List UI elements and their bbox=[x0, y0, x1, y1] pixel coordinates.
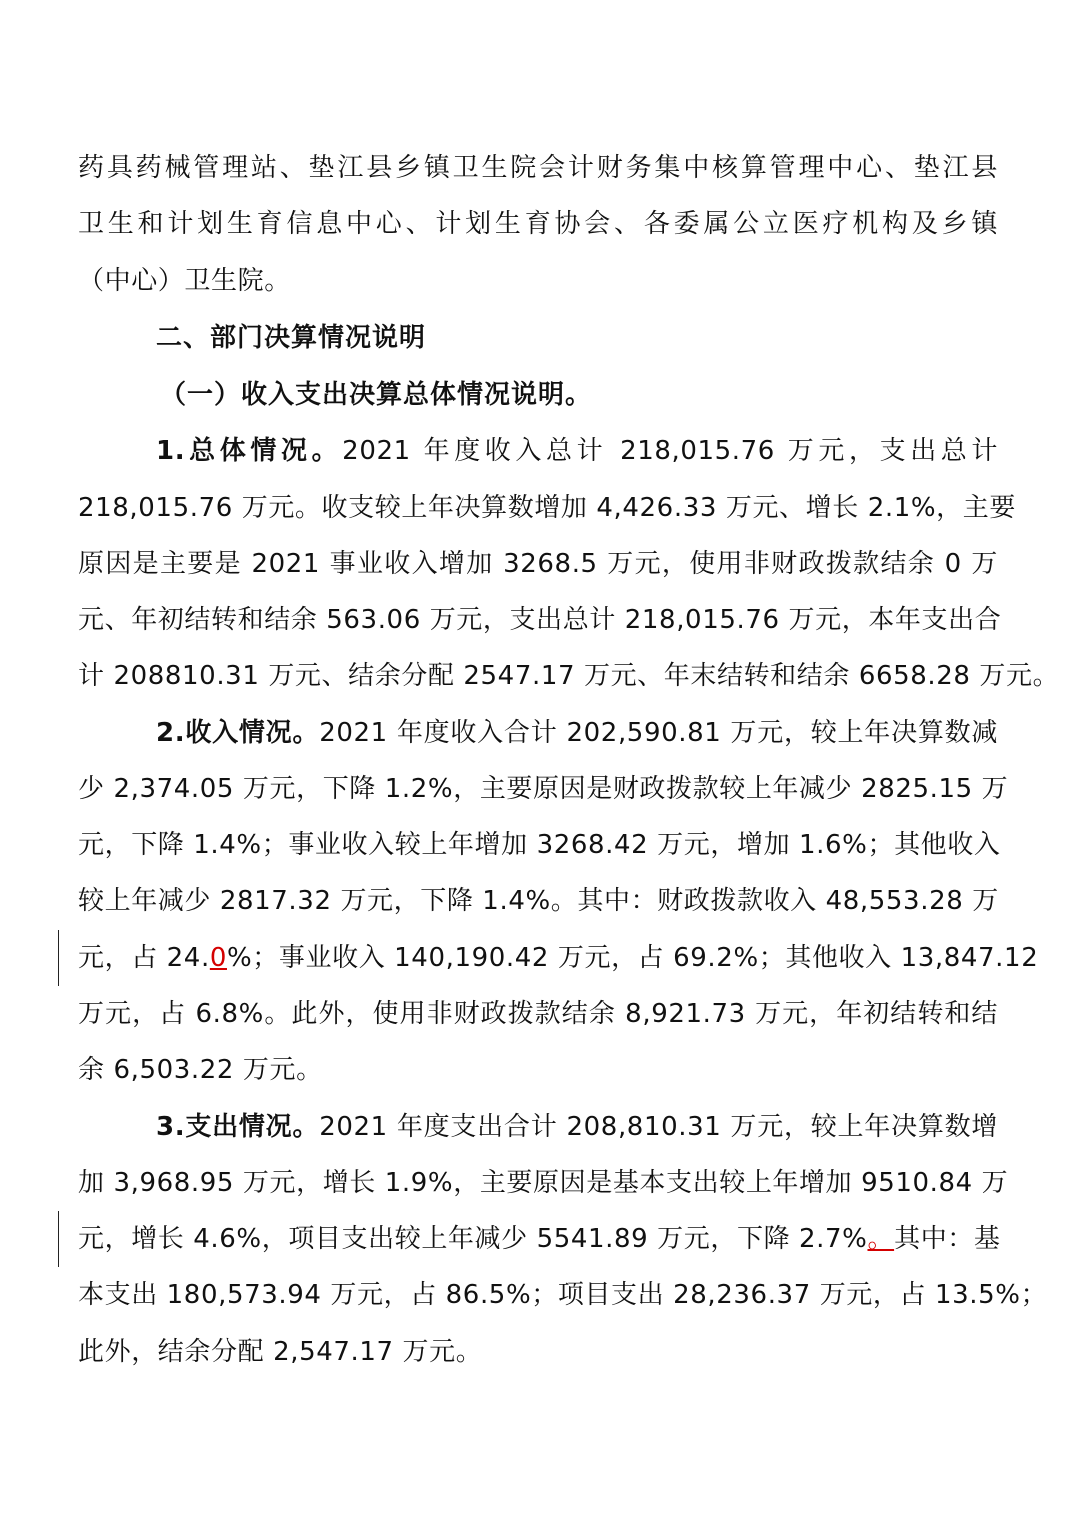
section-heading: 二、部门决算情况说明 bbox=[156, 323, 427, 353]
paragraph-3-lead: 3.支出情况。 bbox=[156, 1112, 320, 1142]
paragraph-2-line-3: 元，下降 1.4%；事业收入较上年增加 3268.42 万元，增加 1.6%；其他收入 bbox=[78, 830, 1001, 860]
paragraph-2-line-1 bbox=[156, 713, 998, 753]
paragraph-2-lead: 2.收入情况。 bbox=[156, 718, 320, 748]
intro-line-3: （中心）卫生院。 bbox=[78, 266, 291, 296]
paragraph-2-line-2: 少 2,374.05 万元，下降 1.2%，主要原因是财政拨款较上年减少 2825.15 万 bbox=[78, 774, 1009, 804]
revision-bar bbox=[58, 930, 59, 986]
paragraph-3-line-3 bbox=[78, 1219, 1001, 1259]
paragraph-3-line-3-part-b: 其中：基 bbox=[894, 1224, 1001, 1254]
paragraph-2-line-7: 余 6,503.22 万元。 bbox=[78, 1055, 323, 1085]
paragraph-3-line-4: 本支出 180,573.94 万元，占 86.5%；项目支出 28,236.37 万元，占 13.5%； bbox=[78, 1280, 1048, 1310]
paragraph-2-line-1-text: 2021 年度收入合计 202,590.81 万元，较上年决算数减 bbox=[319, 718, 998, 748]
paragraph-1-line-1-text: 2021 年度收入总计 218,015.76 万元，支出总计 bbox=[342, 436, 998, 466]
paragraph-1-lead: 1.总体情况。 bbox=[156, 436, 343, 466]
intro-line-1: 药具药械管理站、垫江县乡镇卫生院会计财务集中核算管理中心、垫江县 bbox=[78, 153, 998, 183]
paragraph-2-line-5-part-b: %；事业收入 140,190.42 万元，占 69.2%；其他收入 13,847.12 bbox=[226, 943, 1039, 973]
revision-mark: 0 bbox=[209, 943, 227, 973]
paragraph-1-line-5: 计 208810.31 万元、结余分配 2547.17 万元、年末结转和结余 6658.28 万元。 bbox=[78, 661, 1060, 691]
subsection-heading: （一）收入支出决算总体情况说明。 bbox=[160, 380, 593, 410]
intro-line-2: 卫生和计划生育信息中心、计划生育协会、各委属公立医疗机构及乡镇 bbox=[78, 209, 998, 239]
paragraph-3-line-5: 此外，结余分配 2,547.17 万元。 bbox=[78, 1337, 483, 1367]
paragraph-2-line-5 bbox=[78, 938, 1039, 978]
paragraph-3-line-3-part-a: 元，增长 4.6%，项目支出较上年减少 5541.89 万元，下降 2.7% bbox=[78, 1224, 868, 1254]
paragraph-3-line-1 bbox=[156, 1107, 998, 1147]
paragraph-1-line-2: 218,015.76 万元。收支较上年决算数增加 4,426.33 万元、增长 2.1%，主要 bbox=[78, 493, 1016, 523]
paragraph-1-line-3: 原因是主要是 2021 事业收入增加 3268.5 万元，使用非财政拨款结余 0 万 bbox=[78, 549, 998, 579]
paragraph-1-line-4: 元、年初结转和结余 563.06 万元，支出总计 218,015.76 万元，本年支出合 bbox=[78, 605, 1002, 635]
paragraph-3-line-1-text: 2021 年度支出合计 208,810.31 万元，较上年决算数增 bbox=[319, 1112, 998, 1142]
paragraph-3-line-2: 加 3,968.95 万元，增长 1.9%，主要原因是基本支出较上年增加 9510.84 万 bbox=[78, 1168, 1009, 1198]
paragraph-2-line-6: 万元，占 6.8%。此外，使用非财政拨款结余 8,921.73 万元，年初结转和结 bbox=[78, 999, 998, 1029]
paragraph-2-line-5-part-a: 元，占 24. bbox=[78, 943, 210, 973]
paragraph-1-line-1 bbox=[156, 431, 998, 471]
revision-mark: 。 bbox=[867, 1224, 895, 1254]
paragraph-2-line-4: 较上年减少 2817.32 万元，下降 1.4%。其中：财政拨款收入 48,553.28 万 bbox=[78, 886, 999, 916]
revision-bar bbox=[58, 1211, 59, 1267]
